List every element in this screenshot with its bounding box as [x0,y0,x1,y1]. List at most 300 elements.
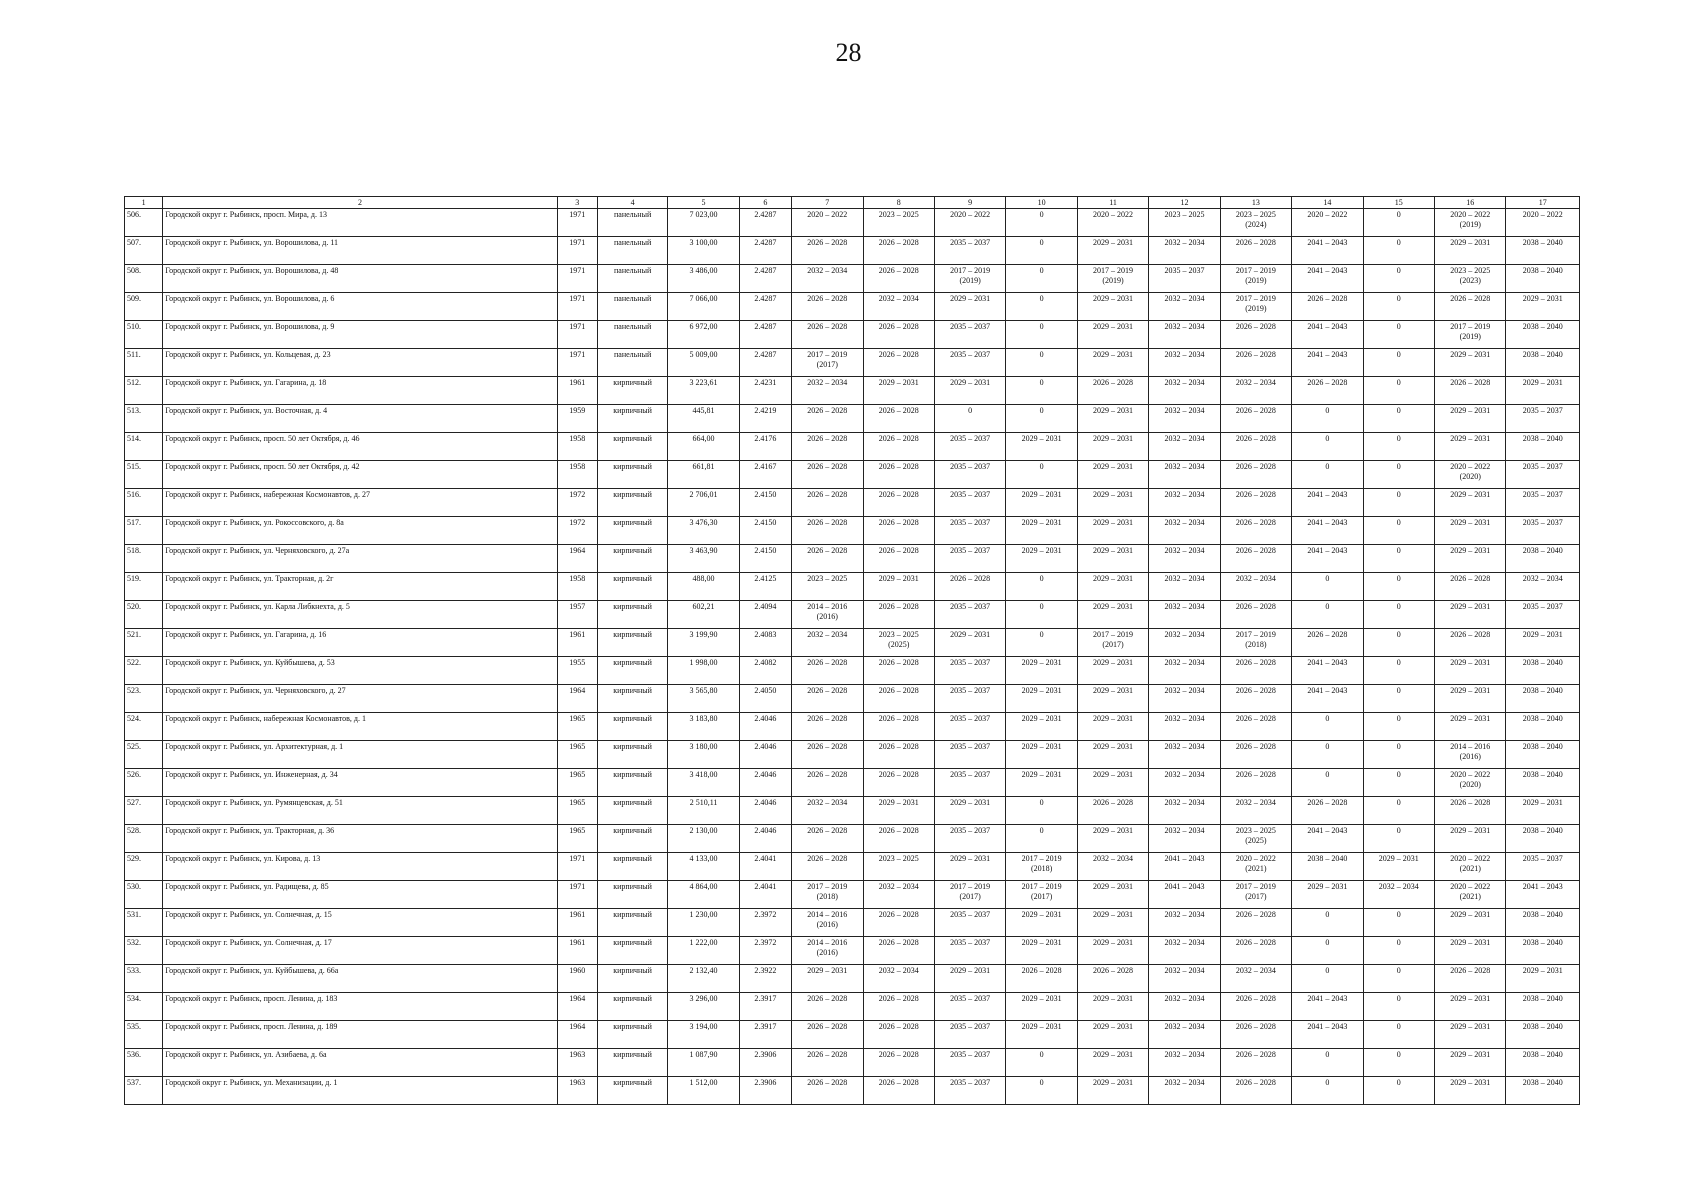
table-cell: 2026 – 2028 [792,1049,863,1077]
row-number-cell: 515. [125,461,163,489]
row-number-cell: 521. [125,629,163,657]
table-row [125,993,1580,1021]
table-cell: 2026 – 2028 [1435,573,1506,601]
table-cell: 2035 – 2037 [1506,853,1580,881]
table-cell: 2026 – 2028 [792,405,863,433]
table-cell: 2026 – 2028 [1006,965,1077,993]
table-cell: 1965 [557,797,597,825]
table-cell: 2029 – 2031 [1077,489,1148,517]
row-number-cell: 518. [125,545,163,573]
table-row [125,713,1580,741]
address-cell: Городской округ г. Рыбинск, просп. Мира, д. 13 [163,209,557,237]
table-cell: 2035 – 2037 [934,433,1005,461]
table-cell: 2032 – 2034 [1220,377,1291,405]
table-cell: кирпичный [597,545,667,573]
table-cell: кирпичный [597,769,667,797]
table-cell: 2041 – 2043 [1292,1021,1363,1049]
table-cell: 1963 [557,1077,597,1105]
table-cell: 2.4046 [739,769,791,797]
table-cell: 2029 – 2031 [1077,433,1148,461]
table-cell: 1971 [557,265,597,293]
table-cell: 2029 – 2031 [1006,1021,1077,1049]
table-cell: 2032 – 2034 [792,797,863,825]
table-row [125,237,1580,265]
table-cell: 2029 – 2031 [1435,1021,1506,1049]
table-cell: 2038 – 2040 [1506,937,1580,965]
table-cell: 2.4150 [739,545,791,573]
table-cell: 0 [1006,601,1077,629]
table-cell: 2.4046 [739,797,791,825]
column-header: 8 [863,197,934,209]
table-cell: 2029 – 2031 [934,629,1005,657]
address-cell: Городской округ г. Рыбинск, просп. 50 лет Октября, д. 46 [163,433,557,461]
table-cell: кирпичный [597,629,667,657]
table-cell: 2035 – 2037 [1506,461,1580,489]
table-cell: 1960 [557,965,597,993]
table-cell: 2041 – 2043 [1292,545,1363,573]
table-cell: 2026 – 2028 [792,321,863,349]
table-cell: 2029 – 2031 [1435,685,1506,713]
table-cell: 2029 – 2031 [934,293,1005,321]
table-cell: 2.3906 [739,1049,791,1077]
table-cell: 2020 – 2022 [1077,209,1148,237]
table-cell: 2029 – 2031 [1006,713,1077,741]
table-cell: 2026 – 2028 [1220,349,1291,377]
column-header: 4 [597,197,667,209]
table-cell: 2029 – 2031 [1077,881,1148,909]
table-cell: 1 222,00 [668,937,739,965]
row-number-cell: 509. [125,293,163,321]
table-cell: панельный [597,293,667,321]
table-cell: 2032 – 2034 [863,881,934,909]
table-cell: 1971 [557,237,597,265]
table-cell: кирпичный [597,433,667,461]
table-cell: 1965 [557,769,597,797]
table-cell: 1961 [557,629,597,657]
table-cell: 2.4287 [739,237,791,265]
table-cell: 0 [1006,237,1077,265]
table-cell: 2029 – 2031 [1077,1021,1148,1049]
table-cell: 2038 – 2040 [1506,1049,1580,1077]
table-cell: 2035 – 2037 [1506,517,1580,545]
table-cell: 3 418,00 [668,769,739,797]
table-cell: 2017 – 2019 (2018) [792,881,863,909]
table-cell: 1965 [557,713,597,741]
table-cell: 2026 – 2028 [863,349,934,377]
table-row [125,321,1580,349]
table-cell: 2.4041 [739,881,791,909]
table-cell: 3 194,00 [668,1021,739,1049]
table-cell: 2017 – 2019 (2018) [1006,853,1077,881]
table-cell: 2035 – 2037 [1506,489,1580,517]
table-cell: 2026 – 2028 [792,293,863,321]
table-cell: 2023 – 2025 [863,853,934,881]
table-cell: кирпичный [597,657,667,685]
table-cell: 2029 – 2031 [1506,965,1580,993]
table-cell: 2026 – 2028 [1220,713,1291,741]
table-cell: 2026 – 2028 [1220,601,1291,629]
table-cell: 0 [1363,237,1434,265]
table-cell: 2026 – 2028 [863,713,934,741]
table-cell: 2026 – 2028 [792,1021,863,1049]
table-cell: 2.4287 [739,209,791,237]
table-cell: 2.4041 [739,853,791,881]
table-cell: 0 [1363,265,1434,293]
table-cell: 2029 – 2031 [934,377,1005,405]
table-cell: 2026 – 2028 [1220,1021,1291,1049]
table-cell: 2032 – 2034 [792,629,863,657]
table-cell: кирпичный [597,881,667,909]
table-cell: кирпичный [597,489,667,517]
table-cell: 2026 – 2028 [863,909,934,937]
table-cell: 2029 – 2031 [934,853,1005,881]
address-cell: Городской округ г. Рыбинск, ул. Гагарина, д. 16 [163,629,557,657]
table-cell: кирпичный [597,797,667,825]
table-cell: 2032 – 2034 [1149,489,1220,517]
table-cell: 2038 – 2040 [1506,349,1580,377]
table-cell: 2029 – 2031 [1077,517,1148,545]
table-cell: 0 [1363,1021,1434,1049]
table-cell: 1 512,00 [668,1077,739,1105]
table-cell: 2014 – 2016 (2016) [792,937,863,965]
table-cell: 2026 – 2028 [1077,965,1148,993]
table-cell: 0 [1006,629,1077,657]
row-number-cell: 535. [125,1021,163,1049]
table-cell: 2026 – 2028 [1435,797,1506,825]
table-cell: 2026 – 2028 [1220,1077,1291,1105]
table-cell: 0 [1006,573,1077,601]
table-cell: 2038 – 2040 [1506,993,1580,1021]
table-cell: 0 [1292,433,1363,461]
table-cell: 0 [1363,321,1434,349]
table-cell: 0 [1006,797,1077,825]
table-cell: 2026 – 2028 [1435,377,1506,405]
table-cell: 2035 – 2037 [934,321,1005,349]
address-cell: Городской округ г. Рыбинск, набережная Космонавтов, д. 1 [163,713,557,741]
table-cell: 2035 – 2037 [934,1049,1005,1077]
table-cell: 2026 – 2028 [792,769,863,797]
table-cell: 2026 – 2028 [863,433,934,461]
table-cell: 2038 – 2040 [1506,741,1580,769]
table-cell: 0 [934,405,1005,433]
table-cell: 2026 – 2028 [1220,489,1291,517]
table-cell: 1964 [557,1021,597,1049]
row-number-cell: 507. [125,237,163,265]
table-row [125,965,1580,993]
table-cell: 488,00 [668,573,739,601]
column-header: 6 [739,197,791,209]
table-cell: 2029 – 2031 [1077,1049,1148,1077]
table-cell: 2.3906 [739,1077,791,1105]
table-cell: 2017 – 2019 (2017) [1077,629,1148,657]
table-cell: 3 183,80 [668,713,739,741]
table-row [125,265,1580,293]
table-cell: 1965 [557,825,597,853]
table-cell: 2029 – 2031 [863,573,934,601]
table-cell: 1955 [557,657,597,685]
table-cell: 2029 – 2031 [1077,573,1148,601]
table-cell: 2035 – 2037 [934,713,1005,741]
table-cell: 2029 – 2031 [1435,545,1506,573]
table-cell: 2029 – 2031 [1077,909,1148,937]
row-number-cell: 528. [125,825,163,853]
table-cell: 2038 – 2040 [1506,657,1580,685]
table-cell: 2029 – 2031 [1077,993,1148,1021]
address-cell: Городской округ г. Рыбинск, ул. Восточная, д. 4 [163,405,557,433]
address-cell: Городской округ г. Рыбинск, набережная Космонавтов, д. 27 [163,489,557,517]
table-row [125,909,1580,937]
table-cell: 2017 – 2019 (2019) [1220,293,1291,321]
table-cell: 1971 [557,321,597,349]
address-cell: Городской округ г. Рыбинск, ул. Кирова, д. 13 [163,853,557,881]
table-cell: 2 510,11 [668,797,739,825]
table-cell: 0 [1363,377,1434,405]
table-row [125,433,1580,461]
table-cell: 2029 – 2031 [1077,349,1148,377]
table-body [125,209,1580,1105]
table-cell: 2029 – 2031 [1006,545,1077,573]
table-cell: 2035 – 2037 [934,657,1005,685]
table-cell: 2017 – 2019 (2019) [1220,265,1291,293]
table-cell: 2029 – 2031 [792,965,863,993]
table-cell: кирпичный [597,853,667,881]
table-cell: 0 [1363,601,1434,629]
table-cell: 0 [1006,405,1077,433]
table-cell: 0 [1292,405,1363,433]
table-cell: 2029 – 2031 [863,797,934,825]
table-cell: 1957 [557,601,597,629]
row-number-cell: 530. [125,881,163,909]
table-cell: 602,21 [668,601,739,629]
table-cell: 2032 – 2034 [1149,573,1220,601]
table-cell: 2041 – 2043 [1292,237,1363,265]
table-cell: 2029 – 2031 [1006,657,1077,685]
table-cell: 1 998,00 [668,657,739,685]
table-cell: 2026 – 2028 [863,321,934,349]
table-row [125,629,1580,657]
table-cell: 0 [1363,629,1434,657]
table-cell: 2032 – 2034 [1220,965,1291,993]
table-cell: 2029 – 2031 [1077,1077,1148,1105]
table-cell: 2026 – 2028 [863,517,934,545]
table-cell: 2032 – 2034 [1149,1077,1220,1105]
table-cell: 2038 – 2040 [1292,853,1363,881]
table-cell: 2032 – 2034 [1149,937,1220,965]
row-number-cell: 508. [125,265,163,293]
table-cell: 2026 – 2028 [863,993,934,1021]
table-cell: 2029 – 2031 [1363,853,1434,881]
table-cell: 2.4150 [739,489,791,517]
table-cell: 2029 – 2031 [1077,293,1148,321]
table-cell: 2.3917 [739,993,791,1021]
table-cell: 2026 – 2028 [863,1077,934,1105]
table-cell: 2029 – 2031 [1435,909,1506,937]
table-cell: 2017 – 2019 (2019) [1435,321,1506,349]
table-cell: 2026 – 2028 [863,1021,934,1049]
table-cell: 2029 – 2031 [1435,489,1506,517]
table-row [125,461,1580,489]
table-cell: 2 130,00 [668,825,739,853]
table-cell: 2029 – 2031 [1435,713,1506,741]
table-cell: 2026 – 2028 [1220,657,1291,685]
table-cell: 2.4094 [739,601,791,629]
table-cell: 2035 – 2037 [934,1021,1005,1049]
table-cell: кирпичный [597,825,667,853]
table-cell: 2032 – 2034 [792,265,863,293]
table-cell: 2020 – 2022 (2020) [1435,461,1506,489]
table-cell: 4 133,00 [668,853,739,881]
table-cell: 2.4219 [739,405,791,433]
table-cell: 2026 – 2028 [1220,237,1291,265]
table-cell: 2032 – 2034 [1149,1021,1220,1049]
table-cell: 2020 – 2022 [1506,209,1580,237]
table-cell: 2.4046 [739,741,791,769]
table-cell: 2035 – 2037 [934,601,1005,629]
column-header: 9 [934,197,1005,209]
table-cell: 2023 – 2025 (2025) [1220,825,1291,853]
table-cell: 2029 – 2031 [1006,685,1077,713]
table-cell: 1971 [557,293,597,321]
address-cell: Городской округ г. Рыбинск, ул. Ворошилова, д. 6 [163,293,557,321]
table-row [125,937,1580,965]
table-cell: 0 [1292,769,1363,797]
table-cell: 2026 – 2028 [863,265,934,293]
row-number-cell: 510. [125,321,163,349]
table-cell: 2035 – 2037 [934,937,1005,965]
address-cell: Городской округ г. Рыбинск, ул. Куйбышева, д. 66а [163,965,557,993]
table-cell: 2038 – 2040 [1506,1021,1580,1049]
table-cell: 2017 – 2019 (2017) [934,881,1005,909]
table-cell: 2.4046 [739,825,791,853]
table-cell: 0 [1363,965,1434,993]
table-cell: 0 [1292,965,1363,993]
table-cell: 2029 – 2031 [1077,545,1148,573]
table-cell: 2029 – 2031 [1077,685,1148,713]
table-cell: 7 023,00 [668,209,739,237]
table-row [125,489,1580,517]
table-cell: 2038 – 2040 [1506,685,1580,713]
table-cell: 2038 – 2040 [1506,321,1580,349]
table-cell: 2029 – 2031 [1506,293,1580,321]
table-cell: 5 009,00 [668,349,739,377]
table-cell: 0 [1363,517,1434,545]
table-cell: 1972 [557,517,597,545]
table-cell: 0 [1363,209,1434,237]
table-cell: 2026 – 2028 [934,573,1005,601]
table-cell: 0 [1292,1049,1363,1077]
address-cell: Городской округ г. Рыбинск, ул. Радищева, д. 85 [163,881,557,909]
table-cell: 2038 – 2040 [1506,237,1580,265]
table-cell: 1971 [557,853,597,881]
table-row [125,1077,1580,1105]
table-cell: 2041 – 2043 [1292,993,1363,1021]
table-row [125,741,1580,769]
table-row [125,657,1580,685]
table-cell: 2032 – 2034 [1149,685,1220,713]
table-cell: 3 180,00 [668,741,739,769]
table-cell: 2026 – 2028 [1292,629,1363,657]
table-cell: кирпичный [597,713,667,741]
table-row [125,797,1580,825]
table-cell: 2029 – 2031 [1435,601,1506,629]
address-cell: Городской округ г. Рыбинск, ул. Механизации, д. 1 [163,1077,557,1105]
table-cell: 2.4167 [739,461,791,489]
table-cell: 0 [1006,265,1077,293]
table-cell: 2026 – 2028 [792,685,863,713]
table-cell: 1961 [557,377,597,405]
table-cell: 3 223,61 [668,377,739,405]
table-cell: 0 [1363,797,1434,825]
table-row [125,293,1580,321]
table-cell: 2035 – 2037 [1506,601,1580,629]
table-cell: 2035 – 2037 [934,1077,1005,1105]
table-cell: 2029 – 2031 [1435,1077,1506,1105]
table-cell: 2032 – 2034 [863,965,934,993]
row-number-cell: 517. [125,517,163,545]
table-cell: 0 [1006,321,1077,349]
table-row [125,517,1580,545]
table-cell: 2020 – 2022 [792,209,863,237]
table-cell: панельный [597,265,667,293]
table-cell: 2041 – 2043 [1506,881,1580,909]
table-cell: 1971 [557,349,597,377]
table-cell: кирпичный [597,685,667,713]
table-cell: кирпичный [597,1077,667,1105]
table-cell: 2.4287 [739,349,791,377]
address-cell: Городской округ г. Рыбинск, ул. Солнечная, д. 15 [163,909,557,937]
table-cell: 2026 – 2028 [792,825,863,853]
address-cell: Городской округ г. Рыбинск, ул. Рокоссовского, д. 8а [163,517,557,545]
table-cell: 2032 – 2034 [1149,237,1220,265]
address-cell: Городской округ г. Рыбинск, ул. Ворошилова, д. 11 [163,237,557,265]
table-cell: 2041 – 2043 [1292,349,1363,377]
table-cell: 2029 – 2031 [1077,741,1148,769]
table-cell: 2041 – 2043 [1292,657,1363,685]
table-cell: 2020 – 2022 (2021) [1435,881,1506,909]
row-number-cell: 513. [125,405,163,433]
address-cell: Городской округ г. Рыбинск, ул. Архитектурная, д. 1 [163,741,557,769]
table-cell: 2029 – 2031 [1077,601,1148,629]
table-cell: 2029 – 2031 [1435,349,1506,377]
table-cell: 2.3972 [739,937,791,965]
table-cell: 2029 – 2031 [1506,797,1580,825]
table-cell: 1964 [557,685,597,713]
table-cell: 2 706,01 [668,489,739,517]
table-cell: 2041 – 2043 [1149,853,1220,881]
table-cell: 2035 – 2037 [934,517,1005,545]
table-cell: 2023 – 2025 (2023) [1435,265,1506,293]
table-cell: 2041 – 2043 [1292,489,1363,517]
table-row [125,881,1580,909]
row-number-cell: 524. [125,713,163,741]
table-cell: 2029 – 2031 [1006,741,1077,769]
table-cell: 1961 [557,909,597,937]
column-header: 12 [1149,197,1220,209]
row-number-cell: 532. [125,937,163,965]
table-cell: 2026 – 2028 [792,993,863,1021]
table-cell: 0 [1363,545,1434,573]
table-cell: 3 296,00 [668,993,739,1021]
table-cell: 1971 [557,209,597,237]
table-cell: 2026 – 2028 [863,741,934,769]
table-cell: 2026 – 2028 [1220,517,1291,545]
table-row [125,573,1580,601]
table-cell: 2032 – 2034 [1149,461,1220,489]
table-cell: 2029 – 2031 [1077,713,1148,741]
table-row [125,601,1580,629]
table-cell: 2023 – 2025 [792,573,863,601]
table-cell: 2020 – 2022 (2021) [1220,853,1291,881]
